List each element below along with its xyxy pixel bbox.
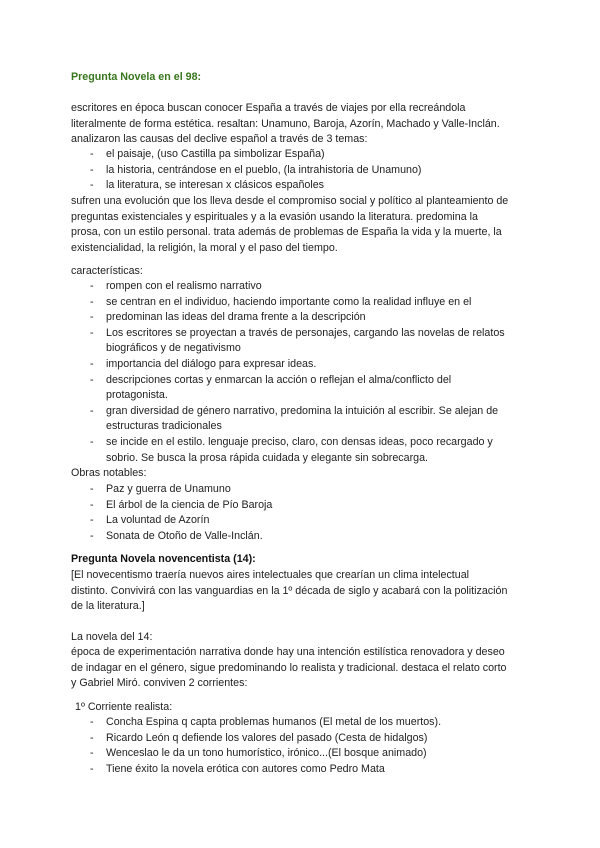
text-line: literalmente de forma estética. resaltan: Unamuno, Baroja, Azorín, Machado y Valle-Inclán. bbox=[71, 117, 500, 130]
list-item: - Tiene éxito la novela erótica con autores como Pedro Mata bbox=[71, 762, 541, 778]
text-line: y Gabriel Miró. conviven 2 corrientes: bbox=[71, 677, 248, 690]
text-line: prosa, con un estilo personal. trata además de problemas de España la vida y la muerte, la bbox=[71, 226, 502, 239]
text-line: [El novecentismo traería nuevos aires intelectuales que crearían un clima intelectual bbox=[71, 569, 470, 581]
novel-paragraph bbox=[71, 645, 541, 692]
current-label: 1º Corriente realista: bbox=[75, 701, 173, 713]
list-item: - Sonata de Otoño de Valle-Inclán. bbox=[71, 529, 541, 545]
themes-list bbox=[71, 147, 541, 194]
features-label: características: bbox=[71, 265, 143, 277]
works-list bbox=[71, 482, 541, 544]
list-item: - Ricardo León q defiende los valores del pasado (Cesta de hidalgos) bbox=[71, 731, 541, 747]
list-item-text: se centran en el individuo, haciendo importante como la realidad influye en el bbox=[106, 295, 472, 308]
text-line: época de experimentación narrativa donde hay una intención estilística renovadora y deseo bbox=[71, 646, 505, 658]
list-item: - la historia, centrándose en el pueblo, (la intrahistoria de Unamuno) bbox=[71, 163, 541, 179]
list-item: - la literatura, se interesan x clásicos españoles bbox=[71, 178, 541, 194]
text-line: analizaron las causas del declive español a través de 3 temas: bbox=[71, 133, 368, 146]
evolution-paragraph bbox=[71, 194, 541, 256]
list-item bbox=[71, 373, 541, 404]
list-item-text: descripciones cortas y enmarcan la acción o reflejan el alma/conflicto del bbox=[106, 373, 452, 386]
list-item: - La voluntad de Azorín bbox=[71, 513, 541, 529]
text-line: existencialidad, la religión, la moral y el paso del tiempo. bbox=[71, 241, 338, 254]
list-item bbox=[71, 404, 541, 435]
list-item: - Paz y guerra de Unamuno bbox=[71, 482, 541, 498]
section-title-14: Pregunta Novela novencentista (14): bbox=[71, 553, 256, 565]
text-line: sufren una evolución que los lleva desde el compromiso social y político al planteamiento de bbox=[71, 195, 509, 207]
list-item: - Concha Espina q capta problemas humanos (El metal de los muertos). bbox=[71, 715, 541, 731]
list-item-text: sobrio. Se busca la prosa rápida cuidada y elegante sin sobrecarga. bbox=[106, 451, 429, 464]
list-item bbox=[71, 295, 541, 311]
list-item bbox=[71, 326, 541, 357]
list-item-text: biográficos y de negativismo bbox=[106, 342, 241, 355]
text-line: de la literatura.] bbox=[71, 600, 145, 613]
list-item-text: protagonista. bbox=[106, 389, 168, 402]
list-item-text: Los escritores se proyectan a través de personajes, cargando las novelas de relatos bbox=[106, 326, 505, 339]
list-item bbox=[71, 310, 541, 326]
text-line: preguntas existenciales y espirituales y a la evasión usando la literatura. predomina la bbox=[71, 210, 478, 223]
intro-paragraph bbox=[71, 101, 541, 148]
works-label: Obras notables: bbox=[71, 467, 147, 479]
list-item-text: predominan las ideas del drama frente a la descripción bbox=[106, 311, 366, 324]
current-list bbox=[71, 715, 541, 777]
text-line: de indagar en el género, sigue predominando lo realista y tradicional. destaca el relato corto bbox=[71, 661, 507, 674]
section-title-98: Pregunta Novela en el 98: bbox=[71, 71, 202, 83]
list-item-text: estructuras tradicionales bbox=[106, 420, 222, 433]
list-item: - El árbol de la ciencia de Pío Baroja bbox=[71, 498, 541, 514]
list-item-text: rompen con el realismo narrativo bbox=[106, 280, 262, 292]
text-line: distinto. Convivirá con las vanguardias en la 1º década de siglo y acabará con la politización bbox=[71, 584, 508, 597]
list-item-text: gran diversidad de género narrativo, predomina la intuición al escribir. Se alejan de bbox=[106, 404, 499, 417]
list-item-text: importancia del diálogo para expresar ideas. bbox=[106, 357, 317, 370]
note-paragraph bbox=[71, 568, 541, 615]
features-list bbox=[71, 279, 541, 466]
list-item bbox=[71, 435, 541, 466]
list-item: - Wenceslao le da un tono humorístico, irónico...(El bosque animado) bbox=[71, 746, 541, 762]
list-item bbox=[71, 279, 541, 295]
list-item bbox=[71, 357, 541, 373]
text-line: escritores en época buscan conocer España a través de viajes por ella recreándola bbox=[71, 102, 466, 114]
list-item-text: se incide en el estilo. lenguaje preciso, claro, con densas ideas, poco recargado y bbox=[106, 435, 493, 448]
novel-label: La novela del 14: bbox=[71, 631, 153, 643]
list-item: - el paisaje, (uso Castilla pa simbolizar España) bbox=[71, 147, 541, 163]
